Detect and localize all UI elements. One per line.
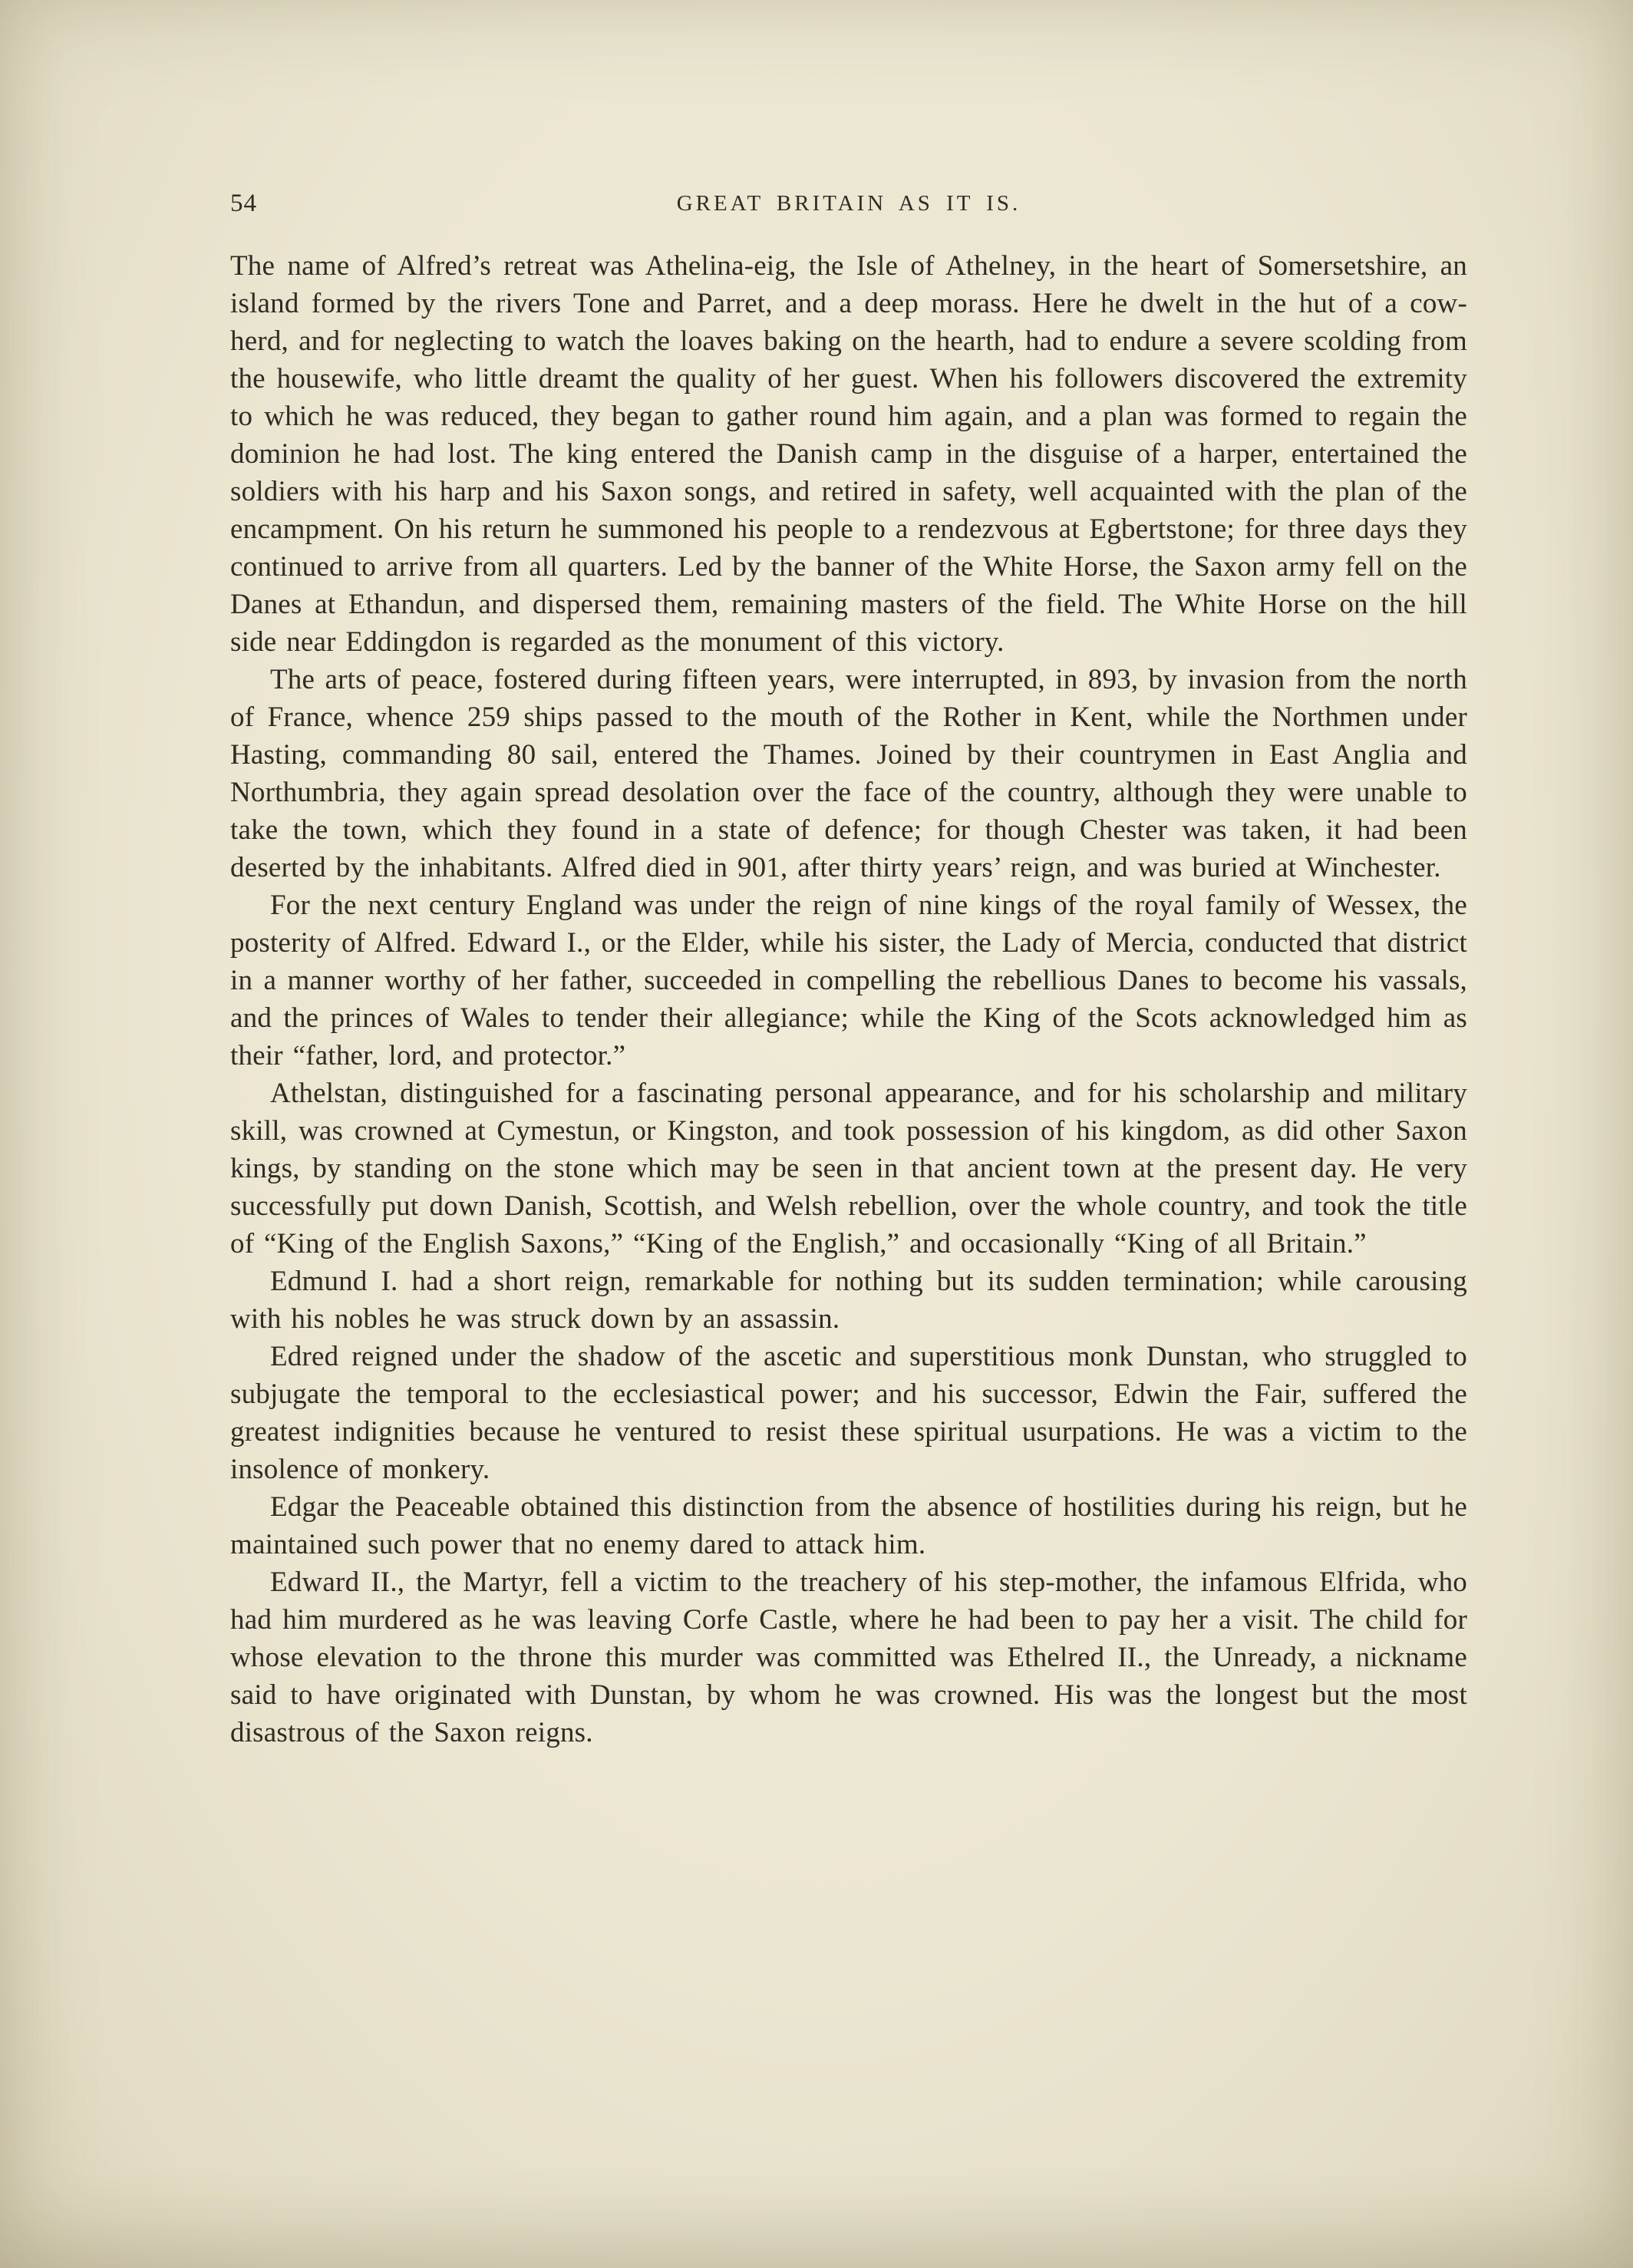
page-body [230,247,1467,1751]
page-number: 54 [230,190,257,217]
paragraph: Edmund I. had a short reign, remarkable for nothing but its sudden termination; while carousing with his nobles he was struck down by an assassin. [230,1266,1467,1335]
paragraph: Edred reigned under the shadow of the ascetic and superstitious monk Dunstan, who struggled to subjugate the temporal to the ecclesiastical power; and his successor, Edwin the Fair, suffered the greatest indignities because he ventured to resist these spiritual usurpations. He was a victim to the insolence of monkery. [230,1341,1467,1485]
paragraph: Edgar the Peaceable obtained this distinction from the absence of hostilities during his reign, but he maintained such power that no enemy dared to attack him. [230,1491,1467,1560]
paragraph: The arts of peace, fostered during fifteen years, were interrupted, in 893, by invasion from the north of France, whence 259 ships passed to the mouth of the Rother in Kent, while the Northmen under Hasting, commanding 80 sail, entered the Thames. Joined by their countrymen in East Anglia and Northumbria, they again spread desolation over the face of the country, although they were unable to take the town, which they found in a state of defence; for though Chester was taken, it had been deserted by the inhabitants. Alfred died in 901, after thirty years’ reign, and was buried at Winchester. [230,664,1467,883]
paragraph: The name of Alfred’s retreat was Athelina-eig, the Isle of Athelney, in the heart of Somersetshire, an island formed by the rivers Tone and Parret, and a deep morass. Here he dwelt in the hut of a cow-herd, and for neglecting to watch the loaves baking on the hearth, had to endure a severe scolding from the housewife, who little dreamt the quality of her guest. When his followers discovered the extremity to which he was reduced, they began to gather round him again, and a plan was formed to regain the dominion he had lost. The king entered the Danish camp in the disguise of a harper, entertained the soldiers with his harp and his Saxon songs, and retired in safety, well acquainted with the plan of the encampment. On his return he summoned his people to a rendezvous at Egbertstone; for three days they continued to arrive from all quarters. Led by the banner of the White Horse, the Saxon army fell on the Danes at Ethandun, and dispersed them, remaining masters of the field. The White Horse on the hill side near Eddingdon is regarded as the monument of this victory. [230,250,1467,658]
paragraph: Edward II., the Martyr, fell a victim to the treachery of his step-mother, the infamous Elfrida, who had him murdered as he was leaving Corfe Castle, where he had been to pay her a visit. The child for whose elevation to the throne this murder was committed was Ethelred II., the Unready, a nickname said to have originated with Dunstan, by whom he was crowned. His was the longest but the most disastrous of the Saxon reigns. [230,1566,1467,1748]
paragraph: For the next century England was under the reign of nine kings of the royal family of Wessex, the posterity of Alfred. Edward I., or the Elder, while his sister, the Lady of Mercia, conducted that district in a manner worthy of her father, succeeded in compelling the rebellious Danes to become his vassals, and the princes of Wales to tender their allegiance; while the King of the Scots acknowledged him as their “father, lord, and protector.” [230,890,1467,1071]
page-header [230,190,1467,223]
paragraph-list [230,247,1467,1751]
paragraph: Athelstan, distinguished for a fascinating personal appearance, and for his scholarship and military skill, was crowned at Cymestun, or Kingston, and took possession of his kingdom, as did other Saxon kings, by standing on the stone which may be seen in that ancient town at the present day. He very successfully put down Danish, Scottish, and Welsh rebellion, over the whole country, and took the title of “King of the English Saxons,” “King of the English,” and occasionally “King of all Britain.” [230,1078,1467,1259]
running-head: GREAT BRITAIN AS IT IS. [676,191,1021,216]
